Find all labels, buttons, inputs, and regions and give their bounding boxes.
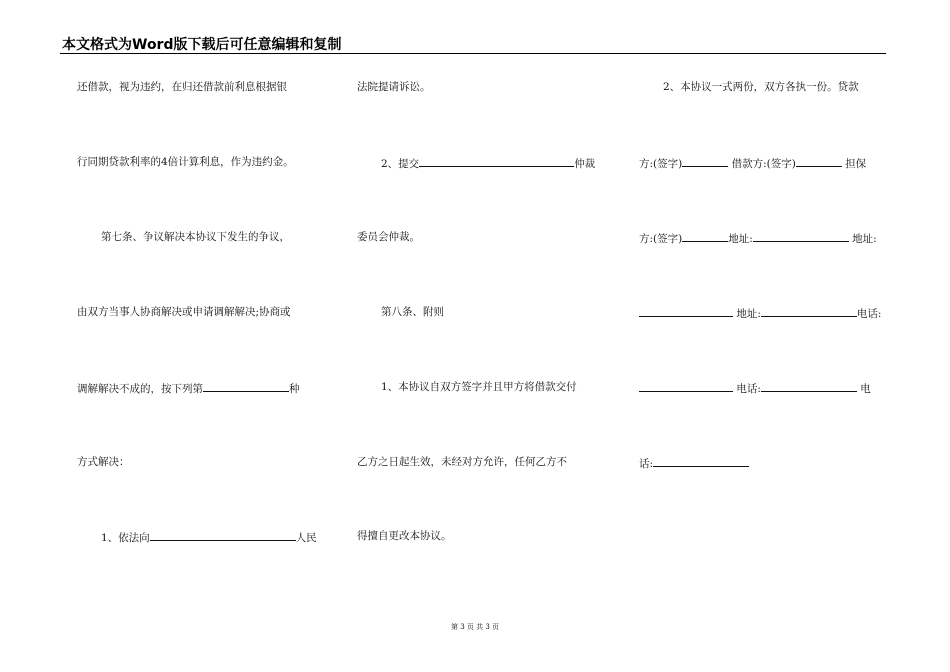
middle-line-1: 法院提请诉讼。 [357, 81, 431, 93]
signature-blank-lender [682, 155, 728, 167]
phone-blank [761, 380, 857, 392]
left-line-7-tail: 人民 [295, 532, 317, 544]
left-line-5-text: 调解解决不成的，按下列第 [77, 383, 203, 395]
page-number: 第 3 页 共 3 页 [450, 623, 500, 631]
right-line-4 [639, 305, 881, 321]
middle-line-2-text: 2、提交 [381, 158, 420, 170]
phone-blank [653, 455, 749, 467]
address-blank [761, 305, 857, 317]
left-line-2: 行同期贷款利率的4倍计算利息，作为违约金。 [77, 156, 294, 168]
address-blank [753, 230, 849, 242]
signature-blank-guarantor [682, 230, 728, 242]
middle-line-2-tail: 仲裁 [574, 158, 596, 170]
address-blank [639, 305, 733, 317]
middle-line-3: 委员会仲裁。 [357, 231, 420, 243]
right-line-5 [639, 380, 871, 396]
middle-line-6: 乙方之日起生效，未经对方允许，任何乙方不 [357, 456, 567, 468]
left-line-4: 由双方当事人协商解决或申请调解解决;协商或 [77, 306, 291, 318]
signature-label-borrower: 借款方:(签字) [731, 158, 796, 170]
left-line-5-tail: 种 [289, 383, 300, 395]
address-label: 地址: [852, 233, 877, 245]
left-line-6: 方式解决： [77, 456, 130, 468]
right-line-6 [639, 455, 749, 471]
middle-line-4: 第八条、附则 [381, 306, 444, 318]
signature-label-guarantor-cont: 方:(签字) [639, 233, 683, 245]
right-line-2 [639, 155, 866, 171]
address-label: 地址: [736, 308, 761, 320]
middle-line-2 [381, 155, 595, 171]
middle-line-5: 1、本协议自双方签字并且甲方将借款交付 [381, 381, 577, 393]
phone-label: 电话: [856, 308, 882, 320]
phone-label-part: 话: [639, 458, 654, 470]
phone-blank [639, 380, 733, 392]
left-line-1: 还借款，视为违约，在归还借款前利息根据银 [77, 81, 287, 93]
header-title: 本文格式为Word版下载后可任意编辑和复制 [62, 37, 342, 53]
right-line-3 [639, 230, 877, 246]
left-line-7 [101, 529, 317, 545]
middle-line-7: 得擅自更改本协议。 [357, 530, 452, 542]
phone-label-part: 电 [860, 383, 871, 395]
header-divider [60, 53, 886, 54]
blank-line [419, 155, 574, 167]
signature-blank-borrower [796, 155, 842, 167]
address-label: 地址: [728, 233, 753, 245]
right-line-1: 2、本协议一式两份，双方各执一份。贷款 [663, 81, 859, 93]
left-line-5 [77, 380, 300, 396]
signature-label-lender: 方:(签字) [639, 158, 683, 170]
blank-line [203, 380, 289, 392]
left-line-3: 第七条、争议解决本协议下发生的争议， [101, 231, 290, 243]
left-line-7-text: 1、依法向 [101, 532, 150, 544]
blank-line [150, 529, 296, 541]
phone-label: 电话: [736, 383, 761, 395]
signature-label-guarantor: 担保 [845, 158, 867, 170]
